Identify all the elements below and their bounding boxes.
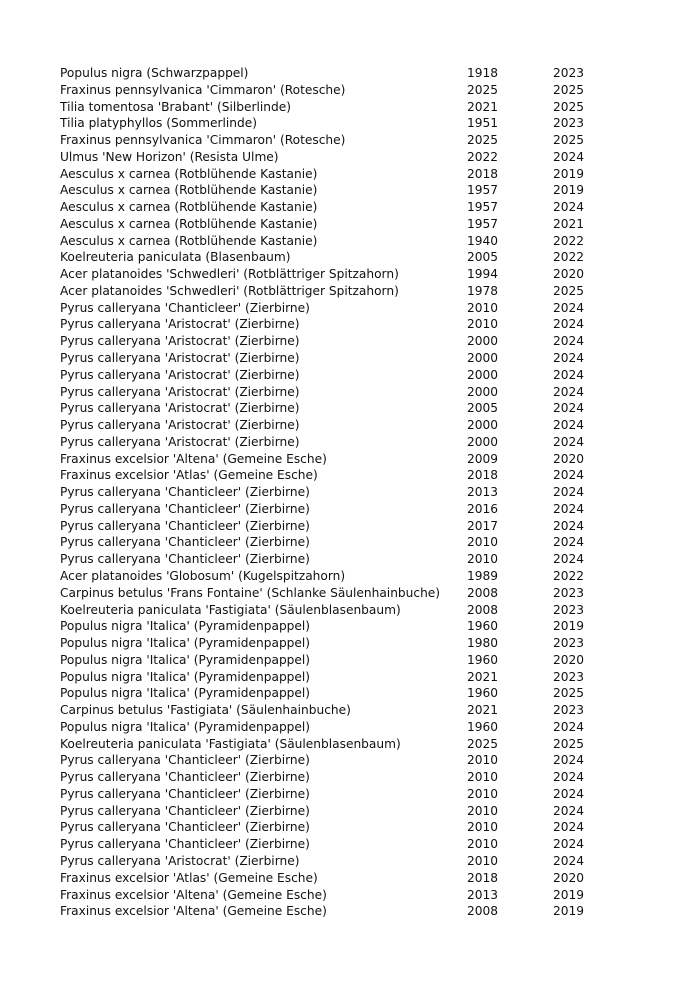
tree-name-cell: Populus nigra 'Italica' (Pyramidenpappel)	[60, 636, 311, 651]
table-row	[60, 803, 593, 820]
tree-name-cell: Pyrus calleryana 'Aristocrat' (Zierbirne)	[60, 334, 300, 349]
table-row	[60, 384, 593, 401]
planting-year-cell: 2008	[467, 904, 499, 919]
table-row	[60, 417, 593, 434]
table-row	[60, 736, 593, 753]
tree-name-cell: Aesculus x carnea (Rotblühende Kastanie)	[60, 183, 318, 198]
tree-name-cell: Pyrus calleryana 'Chanticleer' (Zierbirne)	[60, 518, 310, 533]
tree-list-body	[60, 65, 593, 920]
tree-name-cell: Pyrus calleryana 'Chanticleer' (Zierbirne)	[60, 770, 310, 785]
inspection-year-cell: 2024	[553, 149, 585, 164]
tree-name-cell: Koelreuteria paniculata 'Fastigiata' (Säulenblasenbaum)	[60, 602, 401, 617]
table-row	[60, 233, 593, 250]
tree-name-cell: Pyrus calleryana 'Aristocrat' (Zierbirne)	[60, 384, 300, 399]
table-row	[60, 266, 593, 283]
inspection-year-cell: 2024	[553, 753, 585, 768]
table-row	[60, 400, 593, 417]
tree-name-cell: Pyrus calleryana 'Chanticleer' (Zierbirne)	[60, 820, 310, 835]
planting-year-cell: 2000	[467, 418, 499, 433]
planting-year-cell: 2025	[467, 133, 499, 148]
tree-name-cell: Carpinus betulus 'Fastigiata' (Säulenhainbuche)	[60, 703, 351, 718]
tree-name-cell: Pyrus calleryana 'Chanticleer' (Zierbirne)	[60, 300, 310, 315]
tree-name-cell: Fraxinus excelsior 'Altena' (Gemeine Esche)	[60, 451, 327, 466]
tree-name-cell: Fraxinus pennsylvanica 'Cimmaron' (Rotesche)	[60, 82, 346, 97]
table-row	[60, 870, 593, 887]
tree-name-cell: Carpinus betulus 'Frans Fontaine' (Schlanke Säulenhainbuche)	[60, 585, 441, 600]
planting-year-cell: 2010	[467, 535, 499, 550]
planting-year-cell: 2008	[467, 585, 499, 600]
inspection-year-cell: 2019	[553, 166, 585, 181]
planting-year-cell: 1960	[467, 652, 499, 667]
planting-year-cell: 2018	[467, 468, 499, 483]
table-row	[60, 719, 593, 736]
tree-name-cell: Populus nigra 'Italica' (Pyramidenpappel)	[60, 719, 311, 734]
tree-name-cell: Aesculus x carnea (Rotblühende Kastanie)	[60, 216, 318, 231]
inspection-year-cell: 2022	[553, 250, 585, 265]
inspection-year-cell: 2024	[553, 317, 585, 332]
table-row	[60, 333, 593, 350]
planting-year-cell: 1960	[467, 686, 499, 701]
inspection-year-cell: 2024	[553, 770, 585, 785]
tree-name-cell: Pyrus calleryana 'Chanticleer' (Zierbirne)	[60, 837, 310, 852]
planting-year-cell: 2018	[467, 870, 499, 885]
tree-name-cell: Acer platanoides 'Globosum' (Kugelspitzahorn)	[60, 568, 346, 583]
planting-year-cell: 2021	[467, 703, 499, 718]
tree-name-cell: Acer platanoides 'Schwedleri' (Rotblättriger Spitzahorn)	[60, 267, 399, 282]
table-row	[60, 752, 593, 769]
inspection-year-cell: 2021	[553, 216, 585, 231]
planting-year-cell: 1957	[467, 183, 499, 198]
tree-name-cell: Populus nigra 'Italica' (Pyramidenpappel)	[60, 652, 311, 667]
tree-name-cell: Aesculus x carnea (Rotblühende Kastanie)	[60, 166, 318, 181]
planting-year-cell: 1957	[467, 200, 499, 215]
tree-name-cell: Acer platanoides 'Schwedleri' (Rotblättriger Spitzahorn)	[60, 283, 399, 298]
inspection-year-cell: 2025	[553, 99, 585, 114]
inspection-year-cell: 2024	[553, 401, 585, 416]
planting-year-cell: 1951	[467, 116, 499, 131]
tree-name-cell: Koelreuteria paniculata 'Fastigiata' (Säulenblasenbaum)	[60, 736, 401, 751]
inspection-year-cell: 2023	[553, 585, 585, 600]
planting-year-cell: 2000	[467, 434, 499, 449]
planting-year-cell: 2010	[467, 552, 499, 567]
table-row	[60, 635, 593, 652]
tree-name-cell: Pyrus calleryana 'Aristocrat' (Zierbirne)	[60, 434, 300, 449]
inspection-year-cell: 2023	[553, 703, 585, 718]
table-row	[60, 467, 593, 484]
planting-year-cell: 1940	[467, 233, 499, 248]
inspection-year-cell: 2024	[553, 485, 585, 500]
planting-year-cell: 2010	[467, 820, 499, 835]
planting-year-cell: 2000	[467, 351, 499, 366]
tree-name-cell: Fraxinus excelsior 'Atlas' (Gemeine Esche)	[60, 468, 318, 483]
inspection-year-cell: 2025	[553, 82, 585, 97]
inspection-year-cell: 2020	[553, 652, 585, 667]
inspection-year-cell: 2023	[553, 636, 585, 651]
inspection-year-cell: 2019	[553, 887, 585, 902]
planting-year-cell: 2021	[467, 669, 499, 684]
inspection-year-cell: 2025	[553, 283, 585, 298]
planting-year-cell: 1978	[467, 283, 499, 298]
planting-year-cell: 1918	[467, 66, 499, 80]
table-row	[60, 518, 593, 535]
inspection-year-cell: 2020	[553, 267, 585, 282]
table-row	[60, 652, 593, 669]
planting-year-cell: 1957	[467, 216, 499, 231]
inspection-year-cell: 2023	[553, 116, 585, 131]
planting-year-cell: 1989	[467, 568, 499, 583]
planting-year-cell: 2017	[467, 518, 499, 533]
tree-name-cell: Fraxinus excelsior 'Atlas' (Gemeine Esche)	[60, 870, 318, 885]
planting-year-cell: 1980	[467, 636, 499, 651]
planting-year-cell: 2000	[467, 384, 499, 399]
table-row	[60, 65, 593, 82]
table-row	[60, 434, 593, 451]
tree-name-cell: Koelreuteria paniculata (Blasenbaum)	[60, 250, 291, 265]
tree-name-cell: Populus nigra 'Italica' (Pyramidenpappel)	[60, 669, 311, 684]
inspection-year-cell: 2024	[553, 334, 585, 349]
tree-name-cell: Pyrus calleryana 'Chanticleer' (Zierbirne)	[60, 535, 310, 550]
table-row	[60, 484, 593, 501]
inspection-year-cell: 2024	[553, 200, 585, 215]
inspection-year-cell: 2019	[553, 619, 585, 634]
tree-name-cell: Populus nigra 'Italica' (Pyramidenpappel)	[60, 619, 311, 634]
planting-year-cell: 1994	[467, 267, 499, 282]
planting-year-cell: 1960	[467, 719, 499, 734]
inspection-year-cell: 2024	[553, 501, 585, 516]
inspection-year-cell: 2025	[553, 686, 585, 701]
table-row	[60, 618, 593, 635]
inspection-year-cell: 2019	[553, 904, 585, 919]
table-row	[60, 316, 593, 333]
planting-year-cell: 2009	[467, 451, 499, 466]
inspection-year-cell: 2024	[553, 803, 585, 818]
table-row	[60, 853, 593, 870]
inspection-year-cell: 2024	[553, 351, 585, 366]
tree-name-cell: Pyrus calleryana 'Aristocrat' (Zierbirne)	[60, 401, 300, 416]
planting-year-cell: 2010	[467, 300, 499, 315]
inspection-year-cell: 2024	[553, 418, 585, 433]
tree-name-cell: Pyrus calleryana 'Chanticleer' (Zierbirne)	[60, 803, 310, 818]
inspection-year-cell: 2023	[553, 602, 585, 617]
table-row	[60, 836, 593, 853]
tree-name-cell: Tilia tomentosa 'Brabant' (Silberlinde)	[60, 99, 291, 114]
inspection-year-cell: 2020	[553, 870, 585, 885]
planting-year-cell: 2010	[467, 786, 499, 801]
inspection-year-cell: 2024	[553, 367, 585, 382]
table-row	[60, 685, 593, 702]
planting-year-cell: 2018	[467, 166, 499, 181]
table-row	[60, 166, 593, 183]
table-row	[60, 903, 593, 920]
inspection-year-cell: 2024	[553, 719, 585, 734]
planting-year-cell: 2016	[467, 501, 499, 516]
tree-name-cell: Pyrus calleryana 'Aristocrat' (Zierbirne)	[60, 367, 300, 382]
tree-name-cell: Pyrus calleryana 'Chanticleer' (Zierbirne)	[60, 786, 310, 801]
inspection-year-cell: 2024	[553, 552, 585, 567]
table-row	[60, 99, 593, 116]
inspection-year-cell: 2022	[553, 233, 585, 248]
tree-name-cell: Populus nigra (Schwarzpappel)	[60, 66, 249, 80]
tree-name-cell: Fraxinus pennsylvanica 'Cimmaron' (Rotesche)	[60, 133, 346, 148]
inspection-year-cell: 2024	[553, 518, 585, 533]
inspection-year-cell: 2025	[553, 133, 585, 148]
inspection-year-cell: 2024	[553, 434, 585, 449]
planting-year-cell: 2010	[467, 753, 499, 768]
inspection-year-cell: 2024	[553, 786, 585, 801]
table-row	[60, 501, 593, 518]
tree-name-cell: Ulmus 'New Horizon' (Resista Ulme)	[60, 149, 279, 164]
table-row	[60, 568, 593, 585]
planting-year-cell: 2000	[467, 367, 499, 382]
tree-name-cell: Aesculus x carnea (Rotblühende Kastanie)	[60, 233, 318, 248]
planting-year-cell: 2010	[467, 803, 499, 818]
inspection-year-cell: 2024	[553, 468, 585, 483]
inspection-year-cell: 2019	[553, 183, 585, 198]
table-row	[60, 300, 593, 317]
inspection-year-cell: 2024	[553, 853, 585, 868]
inspection-year-cell: 2023	[553, 66, 585, 80]
planting-year-cell: 2005	[467, 401, 499, 416]
table-row	[60, 149, 593, 166]
table-row	[60, 115, 593, 132]
table-row	[60, 819, 593, 836]
table-row	[60, 182, 593, 199]
planting-year-cell: 2013	[467, 887, 499, 902]
tree-name-cell: Aesculus x carnea (Rotblühende Kastanie)	[60, 200, 318, 215]
inspection-year-cell: 2024	[553, 384, 585, 399]
table-row	[60, 702, 593, 719]
tree-name-cell: Tilia platyphyllos (Sommerlinde)	[60, 116, 257, 131]
tree-list-table	[60, 65, 593, 920]
table-row	[60, 585, 593, 602]
table-row	[60, 367, 593, 384]
planting-year-cell: 2010	[467, 853, 499, 868]
table-row	[60, 602, 593, 619]
planting-year-cell: 2025	[467, 736, 499, 751]
tree-name-cell: Pyrus calleryana 'Chanticleer' (Zierbirne)	[60, 501, 310, 516]
planting-year-cell: 2010	[467, 317, 499, 332]
planting-year-cell: 2008	[467, 602, 499, 617]
planting-year-cell: 2013	[467, 485, 499, 500]
inspection-year-cell: 2024	[553, 820, 585, 835]
table-row	[60, 534, 593, 551]
table-row	[60, 786, 593, 803]
tree-name-cell: Pyrus calleryana 'Chanticleer' (Zierbirne)	[60, 753, 310, 768]
tree-name-cell: Pyrus calleryana 'Aristocrat' (Zierbirne)	[60, 418, 300, 433]
tree-name-cell: Pyrus calleryana 'Aristocrat' (Zierbirne)	[60, 317, 300, 332]
planting-year-cell: 1960	[467, 619, 499, 634]
inspection-year-cell: 2020	[553, 451, 585, 466]
planting-year-cell: 2005	[467, 250, 499, 265]
table-row	[60, 887, 593, 904]
inspection-year-cell: 2024	[553, 300, 585, 315]
inspection-year-cell: 2024	[553, 535, 585, 550]
planting-year-cell: 2010	[467, 770, 499, 785]
tree-name-cell: Fraxinus excelsior 'Altena' (Gemeine Esche)	[60, 904, 327, 919]
table-row	[60, 551, 593, 568]
table-row	[60, 249, 593, 266]
tree-name-cell: Fraxinus excelsior 'Altena' (Gemeine Esche)	[60, 887, 327, 902]
planting-year-cell: 2021	[467, 99, 499, 114]
planting-year-cell: 2010	[467, 837, 499, 852]
tree-name-cell: Pyrus calleryana 'Aristocrat' (Zierbirne)	[60, 853, 300, 868]
tree-name-cell: Pyrus calleryana 'Aristocrat' (Zierbirne)	[60, 351, 300, 366]
planting-year-cell: 2022	[467, 149, 499, 164]
inspection-year-cell: 2024	[553, 837, 585, 852]
table-row	[60, 769, 593, 786]
tree-name-cell: Pyrus calleryana 'Chanticleer' (Zierbirne)	[60, 552, 310, 567]
table-row	[60, 283, 593, 300]
inspection-year-cell: 2025	[553, 736, 585, 751]
planting-year-cell: 2025	[467, 82, 499, 97]
planting-year-cell: 2000	[467, 334, 499, 349]
table-row	[60, 216, 593, 233]
table-row	[60, 451, 593, 468]
inspection-year-cell: 2023	[553, 669, 585, 684]
table-row	[60, 132, 593, 149]
inspection-year-cell: 2022	[553, 568, 585, 583]
tree-name-cell: Populus nigra 'Italica' (Pyramidenpappel)	[60, 686, 311, 701]
table-row	[60, 669, 593, 686]
table-row	[60, 82, 593, 99]
table-row	[60, 199, 593, 216]
table-row	[60, 350, 593, 367]
tree-name-cell: Pyrus calleryana 'Chanticleer' (Zierbirne)	[60, 485, 310, 500]
